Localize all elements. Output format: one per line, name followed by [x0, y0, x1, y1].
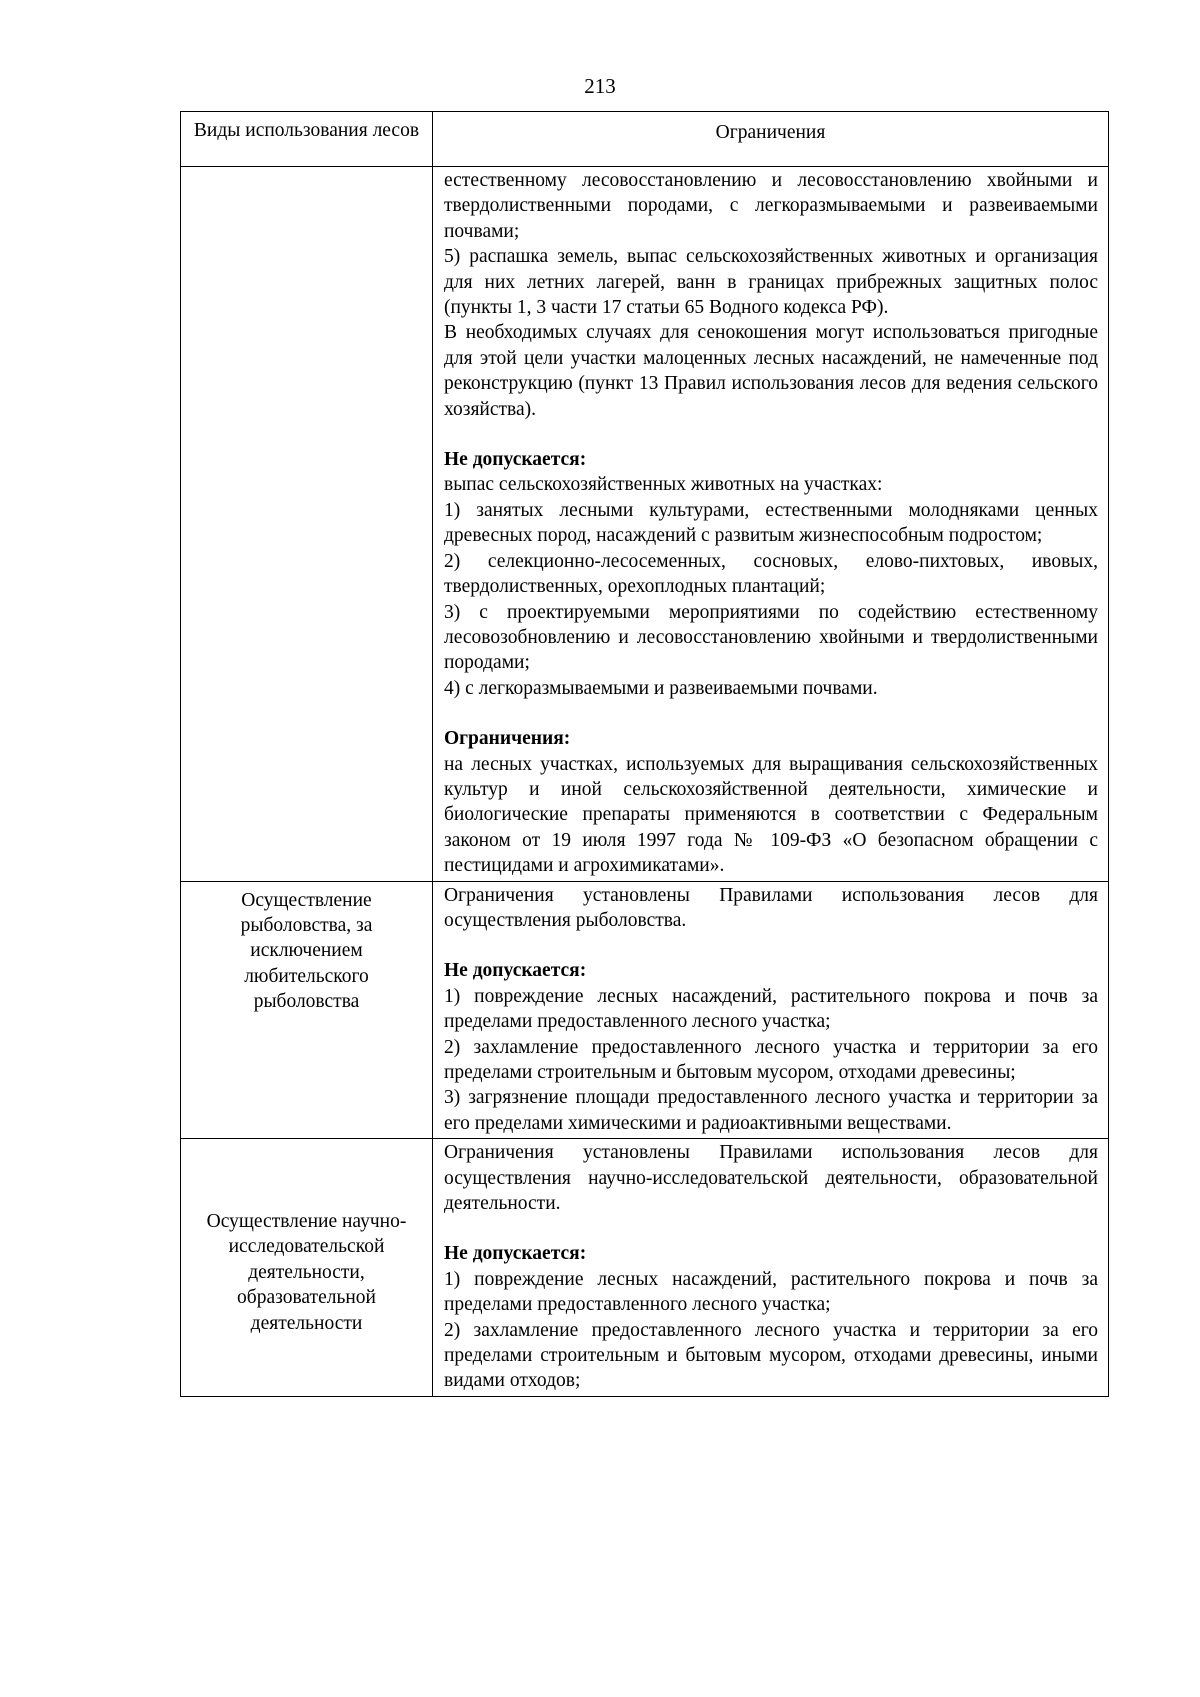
restrictions-cell [433, 881, 1109, 1139]
list-item: 1) повреждение лесных насаждений, растительного покрова и почв за пределами предоставленного лесного участка; [444, 1268, 1098, 1316]
section-heading: Не допускается: [444, 1243, 587, 1265]
paragraph: естественному лесовосстановлению и лесовосстановлению хвойными и твердолиственными породами, с легкоразмываемыми и развеиваемыми почвами; [444, 170, 1098, 242]
restrictions-table [180, 111, 1109, 1397]
list-item: выпас сельскохозяйственных животных на участках: [444, 474, 883, 496]
table-row [181, 881, 1109, 1139]
list-item: 2) захламление предоставленного лесного участка и территории за его пределами строительным и бытовым мусором, отходами древесины; [444, 1036, 1098, 1083]
forest-use-cell: Осуществление рыболовства, за исключением любительского рыболовства [181, 881, 433, 1139]
list-item: 2) захламление предоставленного лесного участка и территории за его пределами строительным и бытовым мусором, отходами древесины, иными видами отходов; [444, 1319, 1098, 1392]
list-item: 3) с проектируемыми мероприятиями по содействию естественному лесовозобновлению и лесовосстановлению хвойными и твердолиственными породами; [444, 601, 1098, 674]
forest-use-cell: Осуществление научно-исследовательской деятельности, образовательной деятельности [181, 1139, 433, 1397]
table-header-row [181, 112, 1109, 167]
paragraph: на лесных участках, используемых для выращивания сельскохозяйственных культур и иной сельскохозяйственной деятельности, химические и биологические препараты применяются в соответствии с Федеральным законом от 19 июля 1997 года № 109-ФЗ «О безопасном обращении с пестицидами и агрохимикатами». [444, 753, 1098, 877]
paragraph: В необходимых случаях для сенокошения могут использоваться пригодные для этой цели участки малоценных лесных насаждений, не намеченные под реконструкцию (пункт 13 Правил использования лесов для ведения сельского хозяйства). [444, 322, 1098, 420]
table-row [181, 1139, 1109, 1397]
forest-use-cell [181, 167, 433, 882]
list-item: 3) загрязнение площади предоставленного лесного участка и территории за его пределами химическими и радиоактивными веществами. [444, 1087, 1098, 1134]
list-item: 2) селекционно-лесосеменных, сосновых, елово-пихтовых, ивовых, твердолиственных, орехоплодных плантаций; [444, 550, 1098, 598]
list-item: 4) с легкоразмываемыми и развеиваемыми почвами. [444, 677, 878, 699]
restrictions-cell [433, 1139, 1109, 1397]
table-row [181, 167, 1109, 882]
restrictions-cell [433, 167, 1109, 882]
page-number: 213 [584, 74, 616, 98]
header-forest-use-types: Виды использования лесов [181, 112, 433, 167]
list-item: 1) занятых лесными культурами, естественными молодняками ценных древесных пород, насаждений с развитым жизнеспособным подростом; [444, 499, 1098, 547]
paragraph: 5) распашка земель, выпас сельскохозяйственных животных и организация для них летних лагерей, ванн в границах прибрежных защитных полос (пункты 1, 3 части 17 статьи 65 Водного кодекса РФ). [444, 246, 1098, 319]
paragraph: Ограничения установлены Правилами использования лесов для осуществления научно-исследовательской деятельности, образовательной деятельности. [444, 1142, 1098, 1215]
section-heading: Не допускается: [444, 449, 587, 471]
list-item: 1) повреждение лесных насаждений, растительного покрова и почв за пределами предоставленного лесного участка; [444, 985, 1098, 1033]
paragraph: Ограничения установлены Правилами использования лесов для осуществления рыболовства. [444, 884, 1098, 931]
section-heading: Не допускается: [444, 960, 587, 982]
section-heading: Ограничения: [444, 728, 571, 750]
header-restrictions: Ограничения [433, 112, 1109, 167]
